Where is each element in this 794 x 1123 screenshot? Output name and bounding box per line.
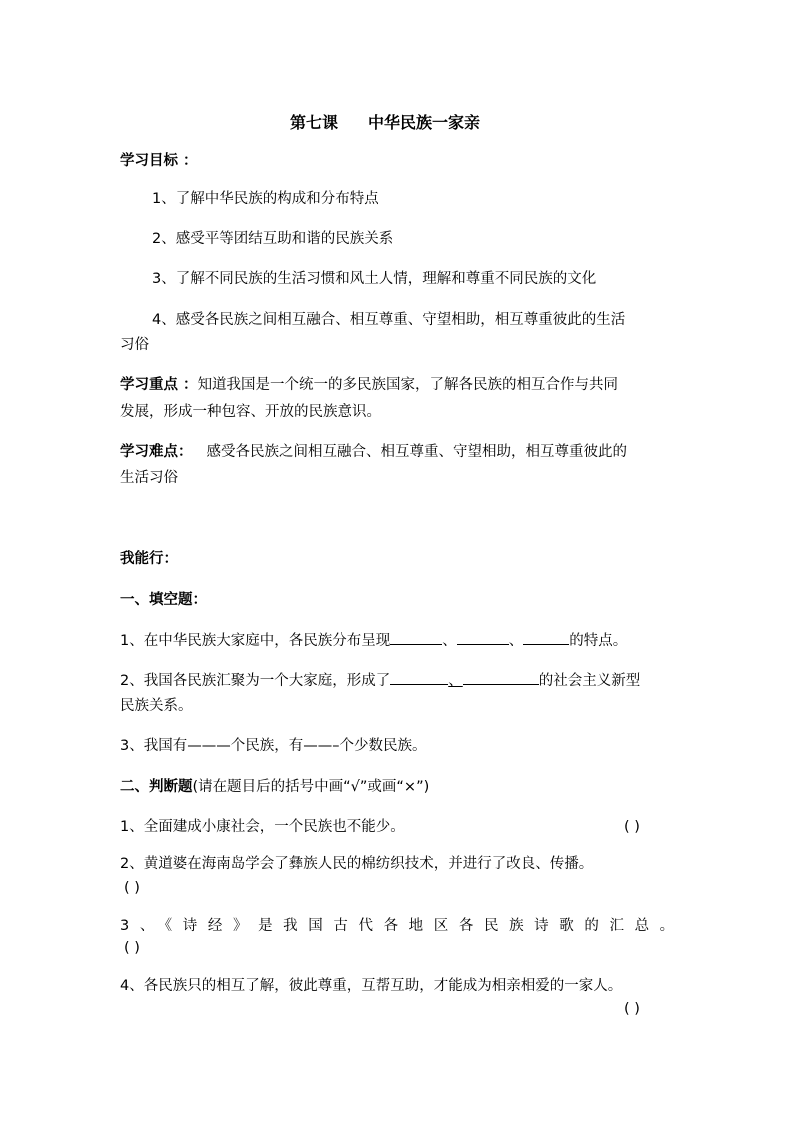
fill-heading: 一、填空题： (120, 592, 207, 608)
judge-heading: 二、判断题 (120, 779, 193, 795)
key-point-line (120, 374, 618, 396)
key-point-text: 知道我国是一个统一的多民族国家，了解各民族的相互合作与共同 (197, 377, 619, 393)
judge-question-4: 4、各民族只的相互了解，彼此尊重，互帮互助，才能成为相亲相爱的一家人。 (120, 978, 623, 994)
judge-question-2: 2、黄道婆在海南岛学会了彝族人民的棉纺织技术，并进行了改良、传播。 (120, 856, 594, 872)
difficulty-text-continued: 生活习俗 (120, 470, 178, 486)
lesson-title (290, 112, 480, 134)
separator: 、 (448, 673, 463, 689)
fill-q2-text: 2、我国各民族汇聚为一个大家庭，形成了 (120, 673, 391, 689)
difficulty-line (120, 441, 627, 463)
lesson-name: 中华民族一家亲 (368, 113, 481, 132)
goal-item: 3、了解不同民族的生活习惯和风土人情，理解和尊重不同民族的文化 (152, 271, 597, 287)
blank-field[interactable] (390, 630, 442, 645)
blank-field[interactable] (457, 630, 509, 645)
answer-paren[interactable]: ( ) (624, 819, 640, 835)
judge-heading-line (120, 776, 429, 798)
answer-paren[interactable]: ( ) (624, 1001, 640, 1017)
section-can-heading: 我能行： (120, 551, 178, 567)
fill-question-3: 3、我国有———个民族，有——–个少数民族。 (120, 738, 427, 754)
key-point-text-continued: 发展，形成一种包容、开放的民族意识。 (120, 404, 381, 420)
separator: 、 (508, 633, 524, 649)
key-point-label: 学习重点 ： (120, 377, 198, 393)
judge-question-1: 1、全面建成小康社会，一个民族也不能少。 (120, 819, 405, 835)
judge-instruction: (请在题目后的括号中画“√”或画“×”) (192, 779, 430, 795)
fill-q1-text: 1、在中华民族大家庭中，各民族分布呈现 (120, 633, 391, 649)
separator: 、 (442, 633, 457, 649)
goal-item: 2、感受平等团结互助和谐的民族关系 (152, 231, 394, 247)
judge-question-3: 3、《诗经》是我国古代各地区各民族诗歌的汇总。 (120, 918, 685, 934)
fill-q2-tail: 的社会主义新型 (538, 673, 641, 689)
answer-paren[interactable]: ( ) (124, 880, 140, 896)
lesson-number: 第七课 (290, 113, 339, 132)
fill-q1-tail: 的特点。 (569, 633, 628, 649)
goals-heading: 学习目标 ： (120, 153, 198, 169)
fill-question-2 (120, 670, 640, 692)
answer-paren[interactable]: ( ) (124, 940, 140, 956)
goal-item: 4、感受各民族之间相互融合、相互尊重、守望相助，相互尊重彼此的生活 (152, 312, 626, 328)
goal-item-continued: 习俗 (120, 337, 149, 353)
difficulty-text: 感受各民族之间相互融合、相互尊重、守望相助，相互尊重彼此的 (206, 444, 627, 460)
goal-item: 1、了解中华民族的构成和分布特点 (152, 191, 379, 207)
fill-question-1 (120, 630, 627, 652)
difficulty-label: 学习难点： (120, 444, 193, 460)
blank-field[interactable] (390, 670, 448, 685)
blank-field[interactable] (463, 670, 539, 685)
fill-question-2-continued: 民族关系。 (120, 698, 193, 714)
blank-field[interactable] (523, 630, 569, 645)
